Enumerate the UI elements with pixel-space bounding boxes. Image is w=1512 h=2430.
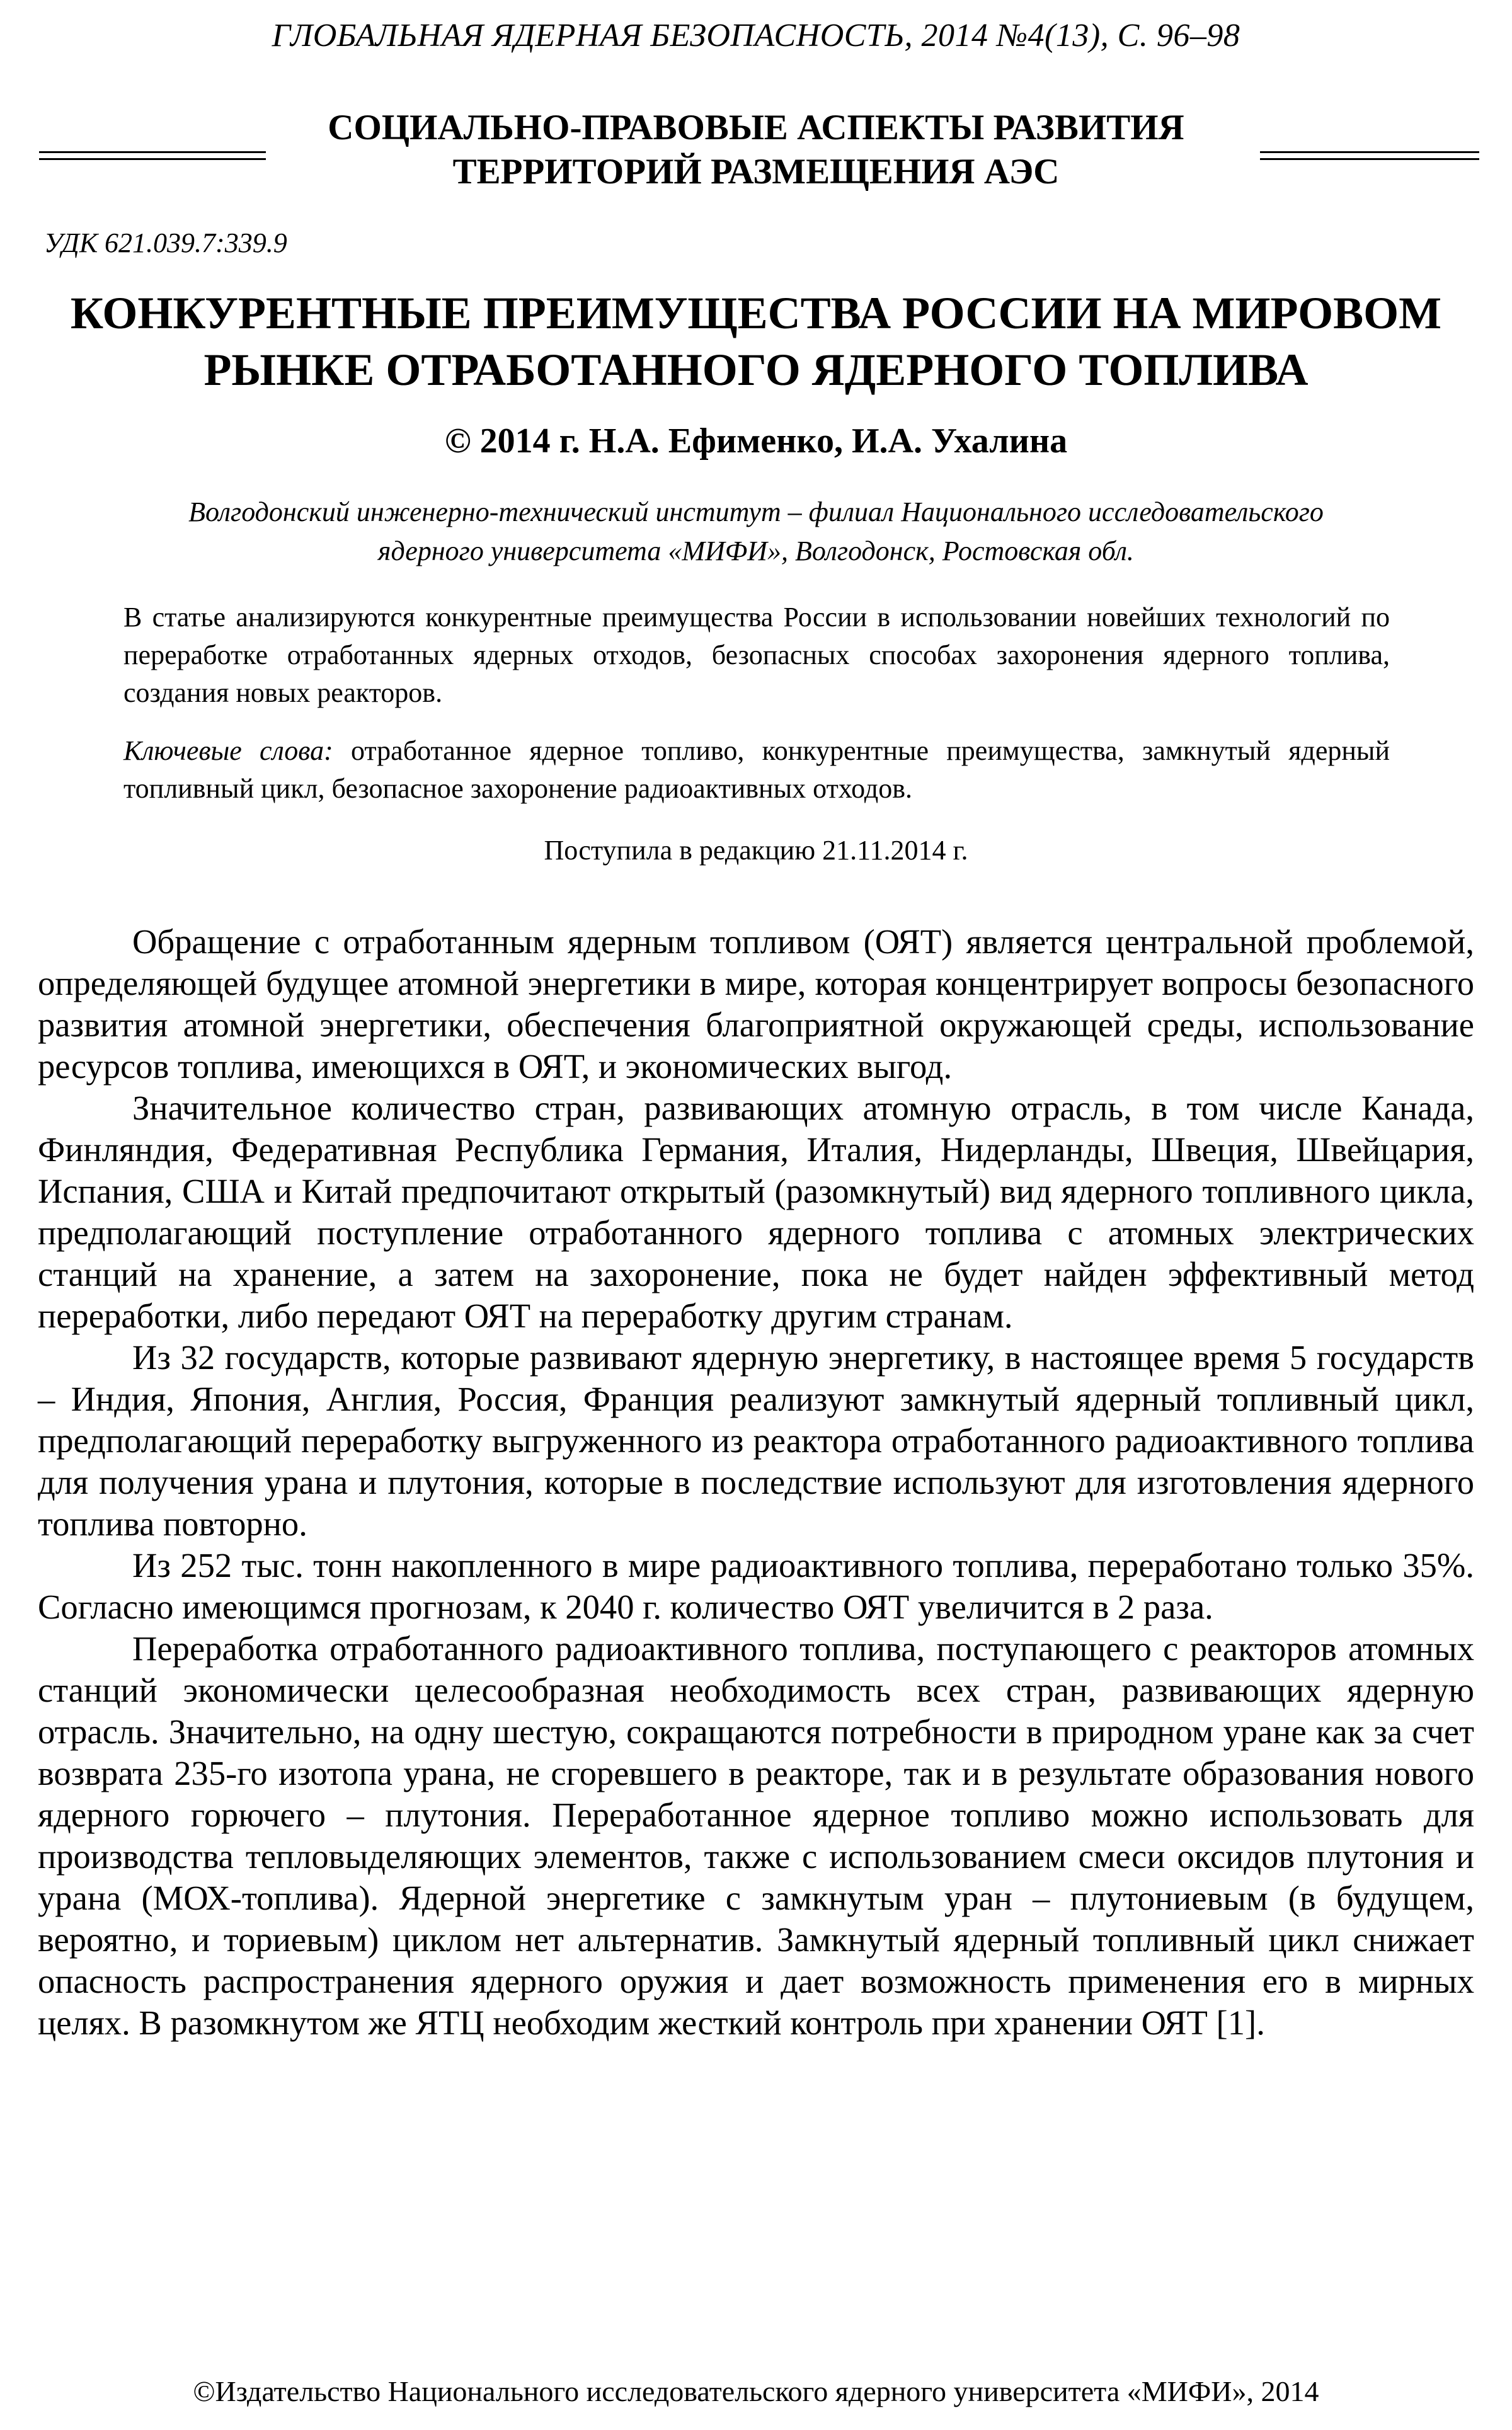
udk-code: УДК 621.039.7:339.9	[44, 227, 287, 258]
body-paragraph: Переработка отработанного радиоактивного топлива, поступающего с реакторов атомных станций экономически целесообразная необходимость всех стран, развивающих ядерную отрасль. Значительно, на одну шестую, сокращаются потребности в природном уране как за счет возврата 235-го изотопа урана, не сгоревшего в реакторе, так и в результате образования нового ядерного горючего – плутония. Переработанное ядерное топливо можно использовать для производства тепловыделяющих элементов, также с использованием смеси оксидов плутония и урана (МОХ-топлива). Ядерной энергетике с замкнутым уран – плутониевым (в будущем, вероятно, и ториевым) циклом нет альтернатив. Замкнутый ядерный топливный цикл снижает опасность распространения ядерного оружия и дает возможность применения его в мирных целях. В разомкнутом же ЯТЦ необходим жесткий контроль при хранении ОЯТ [1].	[38, 1629, 1474, 2042]
received-date: Поступила в редакцию 21.11.2014 г.	[544, 835, 968, 866]
body-paragraph: Обращение с отработанным ядерным топливом (ОЯТ) является центральной проблемой, определяющей будущее атомной энергетики в мире, которая концентрирует вопросы безопасного развития атомной энергетики, обеспечения благоприятной окружающей среды, использование ресурсов топлива, имеющихся в ОЯТ, и экономических выгод.	[38, 922, 1474, 1086]
keywords-label: Ключевые слова:	[123, 735, 333, 766]
body-paragraph: Значительное количество стран, развивающих атомную отрасль, в том числе Канада, Финляндия, Федеративная Республика Германия, Италия, Нидерланды, Швеция, Швейцария, Испания, США и Китай предпочитают открытый (разомкнутый) вид ядерного топливного цикла, предполагающий поступление отработанного ядерного топлива с атомных электрических станций на хранение, а затем на захоронение, пока не будет найден эффективный метод переработки, либо передают ОЯТ на переработку другим странам.	[38, 1089, 1474, 1335]
affiliation-line-2: ядерного университета «МИФИ», Волгодонск, Ростовская обл.	[378, 536, 1134, 566]
article-title-line-1: КОНКУРЕНТНЫЕ ПРЕИМУЩЕСТВА РОССИИ НА МИРОВОМ	[70, 288, 1442, 338]
affiliation	[88, 493, 1424, 571]
body-paragraph: Из 32 государств, которые развивают ядерную энергетику, в настоящее время 5 государств – Индия, Япония, Англия, Россия, Франция реализуют замкнутый ядерный топливный цикл, предполагающий переработку выгруженного из реактора отработанного радиоактивного топлива для получения урана и плутония, которые в последствие используют для изготовления ядерного топлива повторно.	[38, 1338, 1474, 1543]
article-title	[50, 285, 1462, 398]
authors: © 2014 г. Н.А. Ефименко, И.А. Ухалина	[444, 421, 1068, 461]
section-heading-line-2: ТЕРРИТОРИЙ РАЗМЕЩЕНИЯ АЭС	[452, 152, 1060, 192]
section-heading-line-1: СОЦИАЛЬНО-ПРАВОВЫЕ АСПЕКТЫ РАЗВИТИЯ	[328, 108, 1184, 147]
section-heading	[277, 106, 1235, 194]
publisher-footer: ©Издательство Национального исследовательского ядерного университета «МИФИ», 2014	[193, 2375, 1319, 2407]
section-rule-right	[1260, 151, 1479, 153]
running-header: ГЛОБАЛЬНАЯ ЯДЕРНАЯ БЕЗОПАСНОСТЬ, 2014 №4(13), С. 96–98	[272, 18, 1240, 54]
abstract: В статье анализируются конкурентные преимущества России в использовании новейших технологий по переработке отработанных ядерных отходов, безопасных способах захоронения ядерного топлива, создания новых реакторов.	[123, 602, 1390, 708]
article-title-line-2: РЫНКЕ ОТРАБОТАННОГО ЯДЕРНОГО ТОПЛИВА	[203, 345, 1309, 395]
section-rule-left	[39, 151, 266, 153]
keywords	[123, 732, 1390, 808]
affiliation-line-1: Волгодонский инженерно-технический институт – филиал Национального исследовательского	[188, 496, 1324, 527]
body-paragraph: Из 252 тыс. тонн накопленного в мире радиоактивного топлива, переработано только 35%. Согласно имеющимся прогнозам, к 2040 г. количество ОЯТ увеличится в 2 раза.	[38, 1546, 1474, 1626]
article-body	[38, 921, 1474, 2044]
keywords-text: отработанное ядерное топливо, конкурентные преимущества, замкнутый ядерный топливный цикл, безопасное захоронение радиоактивных отходов.	[123, 735, 1390, 804]
